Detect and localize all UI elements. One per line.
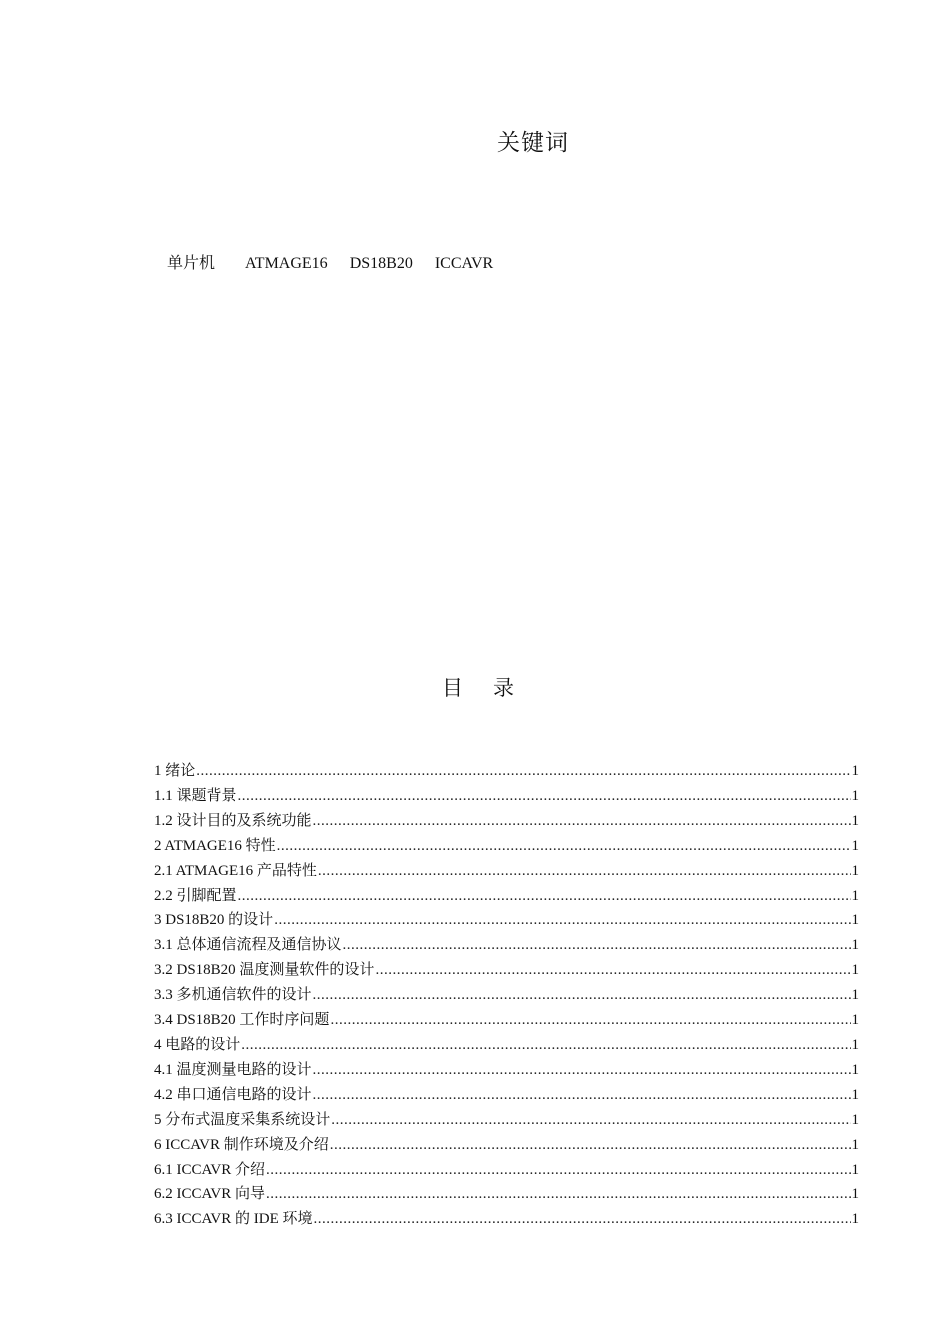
toc-entry-label: 2.2 引脚配置 [154, 887, 237, 904]
toc-leader-dots [238, 884, 851, 909]
toc-entry[interactable] [154, 1133, 859, 1158]
toc-entry[interactable] [154, 834, 859, 859]
toc-entry-page: 1 [851, 987, 859, 1004]
toc-entry-page: 1 [851, 862, 859, 879]
toc-entry-page: 1 [851, 937, 859, 954]
toc-heading [0, 672, 950, 702]
keywords-list [167, 250, 493, 273]
toc-entry-label: 4.2 串口通信电路的设计 [154, 1086, 312, 1103]
toc-entry-label: 1 绪论 [154, 763, 196, 779]
toc-entry-page: 1 [851, 1061, 859, 1078]
toc-entry-label: 3 DS18B20 的设计 [154, 912, 274, 929]
toc-leader-dots [313, 1207, 850, 1232]
toc-leader-dots [277, 834, 851, 859]
toc-entry-page: 1 [851, 1111, 859, 1128]
toc-leader-dots [330, 1133, 851, 1158]
toc-entry[interactable] [154, 933, 859, 958]
toc-entry-page: 1 [851, 1086, 859, 1103]
toc-leader-dots [313, 1058, 851, 1083]
keywords-heading-text: 关键词 [497, 130, 569, 156]
toc-entry-label: 6.3 ICCAVR 的 IDE 环境 [154, 1211, 313, 1228]
toc-entry-page: 1 [851, 1012, 859, 1029]
toc-entry[interactable] [154, 958, 859, 983]
toc-leader-dots [313, 983, 851, 1008]
toc-entry[interactable] [154, 1083, 859, 1108]
toc-entry-label: 6 ICCAVR 制作环境及介绍 [154, 1136, 329, 1153]
toc-entry-page: 1 [851, 812, 859, 829]
toc-leader-dots [274, 908, 850, 933]
table-of-contents [154, 759, 859, 1232]
toc-entry-label: 3.4 DS18B20 工作时序问题 [154, 1012, 330, 1029]
toc-leader-dots [375, 958, 850, 983]
toc-entry[interactable] [154, 1008, 859, 1033]
toc-entry-page: 1 [851, 962, 859, 979]
toc-entry-page: 1 [851, 1036, 859, 1053]
toc-entry[interactable] [154, 1182, 859, 1207]
toc-entry-page: 1 [851, 912, 859, 929]
toc-entry[interactable] [154, 908, 859, 933]
toc-entry-label: 3.2 DS18B20 温度测量软件的设计 [154, 962, 375, 979]
keywords-heading [0, 124, 950, 157]
toc-entry-label: 3.3 多机通信软件的设计 [154, 987, 312, 1004]
toc-entry-label: 4 电路的设计 [154, 1036, 241, 1053]
keyword-item: DS18B20 [349, 255, 413, 272]
toc-leader-dots [313, 1083, 851, 1108]
toc-entry[interactable] [154, 884, 859, 909]
toc-entry-label: 3.1 总体通信流程及通信协议 [154, 937, 342, 954]
toc-heading-text: 目录 [442, 676, 544, 700]
toc-leader-dots [266, 1182, 851, 1207]
toc-leader-dots [196, 759, 850, 784]
toc-entry[interactable] [154, 1058, 859, 1083]
toc-leader-dots [241, 1033, 850, 1058]
toc-entry-label: 6.1 ICCAVR 介绍 [154, 1161, 265, 1178]
toc-entry-page: 1 [851, 1161, 859, 1178]
toc-entry[interactable] [154, 1158, 859, 1183]
toc-entry-label: 4.1 温度测量电路的设计 [154, 1061, 312, 1078]
toc-leader-dots [331, 1108, 850, 1133]
toc-entry-page: 1 [851, 887, 859, 904]
toc-entry-page: 1 [851, 1186, 859, 1203]
toc-entry-page: 1 [851, 1136, 859, 1153]
toc-leader-dots [266, 1158, 851, 1183]
toc-leader-dots [318, 859, 851, 884]
toc-entry[interactable] [154, 1207, 859, 1232]
keyword-item: 单片机 [167, 255, 216, 272]
toc-entry[interactable] [154, 1108, 859, 1133]
toc-entry-page: 1 [851, 1211, 859, 1228]
toc-entry[interactable] [154, 784, 859, 809]
toc-entry[interactable] [154, 1033, 859, 1058]
toc-entry-page: 1 [851, 837, 859, 854]
toc-leader-dots [343, 933, 851, 958]
toc-entry-label: 5 分布式温度采集系统设计 [154, 1111, 331, 1128]
toc-entry-label: 1.1 课题背景 [154, 787, 237, 804]
toc-entry[interactable] [154, 983, 859, 1008]
toc-leader-dots [238, 784, 851, 809]
keyword-item: ICCAVR [434, 255, 494, 272]
toc-entry-label: 2.1 ATMAGE16 产品特性 [154, 862, 317, 879]
toc-entry-page: 1 [851, 763, 859, 779]
toc-entry[interactable] [154, 809, 859, 834]
toc-entry-page: 1 [851, 787, 859, 804]
toc-entry[interactable] [154, 859, 859, 884]
toc-entry-label: 2 ATMAGE16 特性 [154, 837, 276, 854]
toc-leader-dots [313, 809, 851, 834]
toc-leader-dots [330, 1008, 850, 1033]
toc-entry-label: 1.2 设计目的及系统功能 [154, 812, 312, 829]
keyword-item: ATMAGE16 [245, 255, 328, 272]
toc-entry[interactable] [154, 759, 859, 784]
toc-entry-label: 6.2 ICCAVR 向导 [154, 1186, 265, 1203]
